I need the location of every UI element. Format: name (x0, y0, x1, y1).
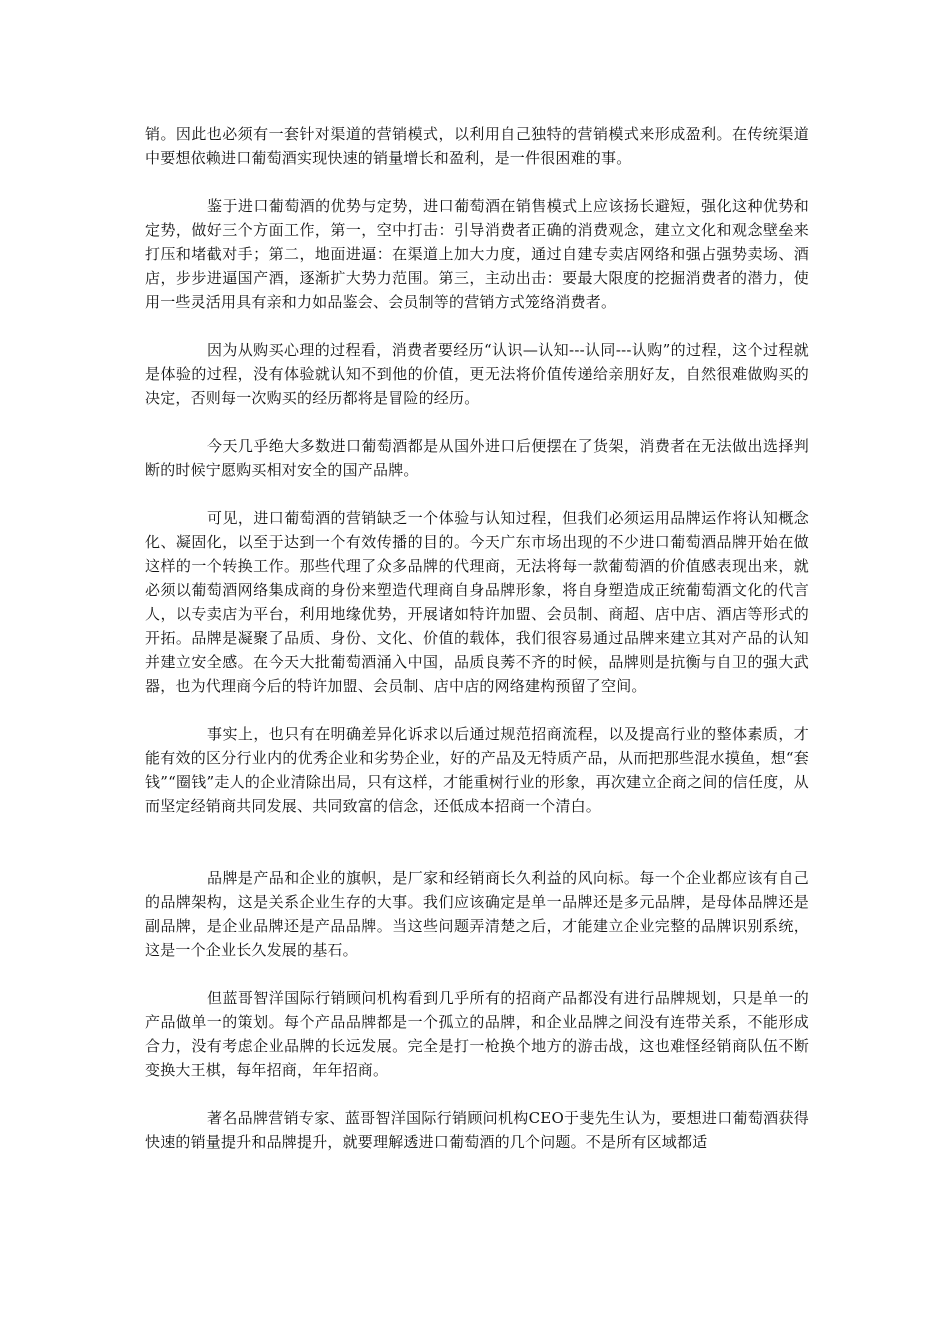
paragraph-gap (145, 170, 809, 194)
document-body (145, 122, 809, 1154)
paragraph-2: 鉴于进口葡萄酒的优势与定势，进口葡萄酒在销售模式上应该扬长避短，强化这种优势和定势，做好三个方面工作，第一，空中打击：引导消费者正确的消费观念，建立文化和观念壁垒来打压和堵截对手；第二，地面进逼：在渠道上加大力度，通过自建专卖店网络和强占强势卖场、酒店，步步进逼国产酒，逐渐扩大势力范围。第三，主动出击：要最大限度的挖掘消费者的潜力，使用一些灵活用具有亲和力如品鉴会、会员制等的营销方式笼络消费者。 (145, 197, 809, 311)
paragraph-7: 品牌是产品和企业的旗帜，是厂家和经销商长久利益的风向标。每一个企业都应该有自己的品牌架构，这是关系企业生存的大事。我们应该确定是单一品牌还是多元品牌，是母体品牌还是副品牌，是企业品牌还是产品品牌。当这些问题弄清楚之后，才能建立企业完整的品牌识别系统，这是一个企业长久发展的基石。 (145, 869, 809, 959)
paragraph-gap (145, 962, 809, 986)
paragraph-1: 销。因此也必须有一套针对渠道的营销模式，以利用自己独特的营销模式来形成盈利。在传统渠道中要想依赖进口葡萄酒实现快速的销量增长和盈利，是一件很困难的事。 (145, 125, 809, 167)
paragraph-gap (145, 818, 809, 866)
paragraph-gap (145, 314, 809, 338)
paragraph-4: 今天几乎绝大多数进口葡萄酒都是从国外进口后便摆在了货架，消费者在无法做出选择判断的时候宁愿购买相对安全的国产品牌。 (145, 437, 809, 479)
paragraph-9: 著名品牌营销专家、蓝哥智洋国际行销顾问机构CEO于斐先生认为，要想进口葡萄酒获得快速的销量提升和品牌提升，就要理解透进口葡萄酒的几个问题。不是所有区域都适 (145, 1109, 809, 1151)
paragraph-gap (145, 1082, 809, 1106)
paragraph-8: 但蓝哥智洋国际行销顾问机构看到几乎所有的招商产品都没有进行品牌规划，只是单一的产品做单一的策划。每个产品品牌都是一个孤立的品牌，和企业品牌之间没有连带关系，不能形成合力，没有考虑企业品牌的长远发展。完全是打一枪换个地方的游击战，这也难怪经销商队伍不断变换大王棋，每年招商，年年招商。 (145, 989, 809, 1079)
paragraph-5: 可见，进口葡萄酒的营销缺乏一个体验与认知过程，但我们必须运用品牌运作将认知概念化、凝固化，以至于达到一个有效传播的目的。今天广东市场出现的不少进口葡萄酒品牌开始在做这样的一个转换工作。那些代理了众多品牌的代理商，无法将每一款葡萄酒的价值感表现出来，就必须以葡萄酒网络集成商的身份来塑造代理商自身品牌形象，将自身塑造成正统葡萄酒文化的代言人，以专卖店为平台，利用地缘优势，开展诸如特许加盟、会员制、商超、店中店、酒店等形式的开拓。品牌是凝聚了品质、身份、文化、价值的载体，我们很容易通过品牌来建立其对产品的认知并建立安全感。在今天大批葡萄酒涌入中国，品质良莠不齐的时候，品牌则是抗衡与自卫的强大武器，也为代理商今后的特许加盟、会员制、店中店的网络建构预留了空间。 (145, 509, 809, 695)
paragraph-gap (145, 410, 809, 434)
paragraph-3: 因为从购买心理的过程看，消费者要经历“认识—认知---认同---认购”的过程，这个过程就是体验的过程，没有体验就认知不到他的价值，更无法将价值传递给亲朋好友，自然很难做购买的决定，否则每一次购买的经历都将是冒险的经历。 (145, 341, 809, 407)
paragraph-6: 事实上，也只有在明确差异化诉求以后通过规范招商流程，以及提高行业的整体素质，才能有效的区分行业内的优秀企业和劣势企业，好的产品及无特质产品，从而把那些混水摸鱼，想“套钱”“圈钱”走人的企业清除出局，只有这样，才能重树行业的形象，再次建立企商之间的信任度，从而坚定经销商共同发展、共同致富的信念，还低成本招商一个清白。 (145, 725, 809, 815)
paragraph-gap (145, 698, 809, 722)
paragraph-gap (145, 482, 809, 506)
